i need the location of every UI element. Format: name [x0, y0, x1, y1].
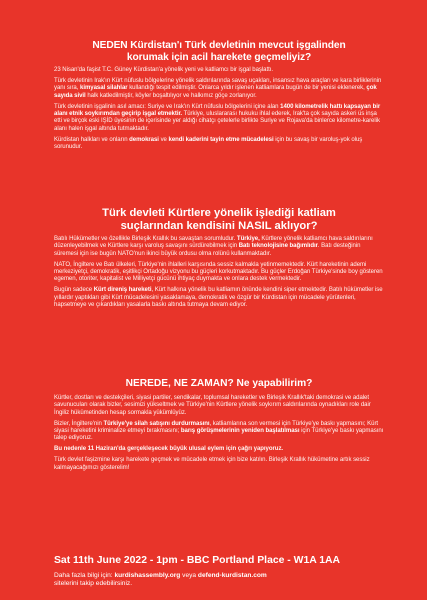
section-where-when-paragraph-2: Bizler, İngiltere'nin Türkiye'ye silah satışını durdurmasını, katliamlarına son vermesi için Türkiye'ye baskı yapmasını; Kürt siyasi hareketini kriminalize etmeyi bırakmasını; barış görüşmelerinin yeniden başlatılması için Türkiye'ye baskı yapmasını talep ediyoruz.: [54, 420, 384, 442]
section-why: [54, 40, 384, 155]
section-how-title-line2: suçlarından kendisini NASIL aklıyor?: [120, 219, 318, 232]
section-where-when-title: NEREDE, NE ZAMAN? Ne yapabilirim?: [125, 378, 313, 389]
footer-link-kurdishassembly[interactable]: kurdishassembly.org: [114, 572, 181, 579]
section-where-when-call: Bu nedenle 11 Haziran'da gerçekleşecek büyük ulusal eylem için çağrı yapıyoruz.: [54, 446, 284, 453]
footer-link-defend-kurdistan[interactable]: defend-kurdistan.com: [197, 572, 267, 579]
footer-info: [54, 572, 384, 588]
section-why-paragraph-4: Kürdistan halkları ve onların demokrasi ve kendi kaderini tayin etme mücadelesi için bu savaş bir varoluş-yok oluş sorunudur.: [54, 136, 363, 150]
section-how-paragraph-2: NATO, İngiltere ve Batı ülkeleri, Türkiye'nin ihlalleri karşısında sessiz kalmakla yetinmemektedir. Kürt hareketinin ademi merkeziyetçi, demokratik, eşitlikçi Ortadoğu vizyonu bu güçleri korkutmaktadır. Bu güçler Erdoğan Türkiye'sinde boy gösteren egemen, otoriter, kapitalist ve Milliyetçi gücünü ihtiyaç duymakta ve onlara destek vermektedir.: [54, 261, 383, 283]
footer-more-info: Daha fazla bilgi için: kurdishassembly.org veya defend-kurdistan.com: [54, 572, 267, 579]
section-how-paragraph-3: Bugün sadece Kürt direniş hareketi, Kürt halkına yönelik bu katliamın önünde kendini siper etmektedir. Batılı hükümetler ise yıllardır yaptıkları gibi Kürt mücadelesini yasaklamaya, demokratik ve özgür bir Kürdistan için mücadele yürütenleri, hapsetmeye ve çıkardıkları yasalarla baskı altında tutmaya devam ediyor.: [54, 287, 383, 308]
section-how-paragraph-1: Batılı Hükümetler ve özellikle Birleşik Krallık bu savaştan sorumludur. Türkiye, Kürtlere yönelik katliamcı hava saldırılarını düzenleyebilmek ve Kürtlere karşı varoluş savaşını sürdürebilmek için Batı teknolojisine bağımlıdır. Batı desteğinin süremesi için ise bugün NATO'nun ikinci büyük ordusu olma rolünü kullanmaktadır.: [54, 236, 373, 257]
section-where-when-paragraph-4: Türk devlet faşizmine karşı harekete geçmek ve mücadele etmek için bize katılın. Birleşik Krallık hükümetine artık sessiz kalmayacağımızı gösterelim!: [54, 457, 370, 471]
section-how: [54, 207, 384, 313]
section-why-paragraph-3: Türk devletinin işgalinin asıl amacı: Suriye ve Irak'ın Kürt nüfuslu bölgelerini içine alan 1400 kilometrelik hattı kapsayan bir alanı etnik soykırımdan geçirip işgal etmektir. Türkiye, uluslararası hukuku ihlal ederek, Irak'ta çok sayıda askeri üs inşa etti ve birçok eski IŞİD üyesinin de içerisinde yer aldığı cihatçı çetelerle birlikte Suriye ve Rojava'da binlerce kilometre-karelik alanı halen işgal altında tutmaktadır.: [54, 103, 381, 132]
section-how-title-line1: Türk devleti Kürtlere yönelik işlediği katliam: [102, 207, 336, 219]
section-why-paragraph-1: 23 Nisan'da faşist T.C. Güney Kürdistan'a yönelik yeni ve katliamcı bir işgal başlattı.: [54, 67, 274, 73]
section-where-when: [54, 378, 384, 475]
section-where-when-paragraph-1: Kürtler, dostları ve destekçileri, siyasi partiler, sendikalar, toplumsal hareketler ve Birleşik Krallık'taki demokrasi ve adalet savunucuları olarak bizler, sesimizi yükseltmek ve Türkiye'nin Kürtlere yönelik soykırım saldırılarında oynadıkları role dair İngiliz hükümetinden hesap sormakla yükümlüyüz.: [54, 395, 371, 416]
section-why-paragraph-2: Türk devletinin Irak'ın Kürt nüfuslu bölgelerine yönelik saldırılarında savaş uçakları, insansız hava araçları ve kara birliklerinin yanı sıra, kimyasal silahlar kullandığı tespit edilmiştir. Onlarca yıldır işlenen katliamlara bugün de bir yenisi eklenerek, çok sayıda sivil halk katledilmiştir, köyler boşaltılıyor ve halkımız göçe zorlanıyor.: [54, 77, 382, 99]
event-details: [54, 555, 384, 567]
section-why-title-line2: korumak için acil harekete geçmeliyiz?: [126, 51, 312, 63]
footer-suffix: sitelerini takip edebilirsiniz.: [54, 580, 133, 587]
event-date-location: Sat 11th June 2022 - 1pm - BBC Portland Place - W1A 1AA: [54, 555, 341, 566]
section-why-title-line1: NEDEN Kürdistan'ı Türk devletinin mevcut işgalinden: [92, 40, 346, 51]
